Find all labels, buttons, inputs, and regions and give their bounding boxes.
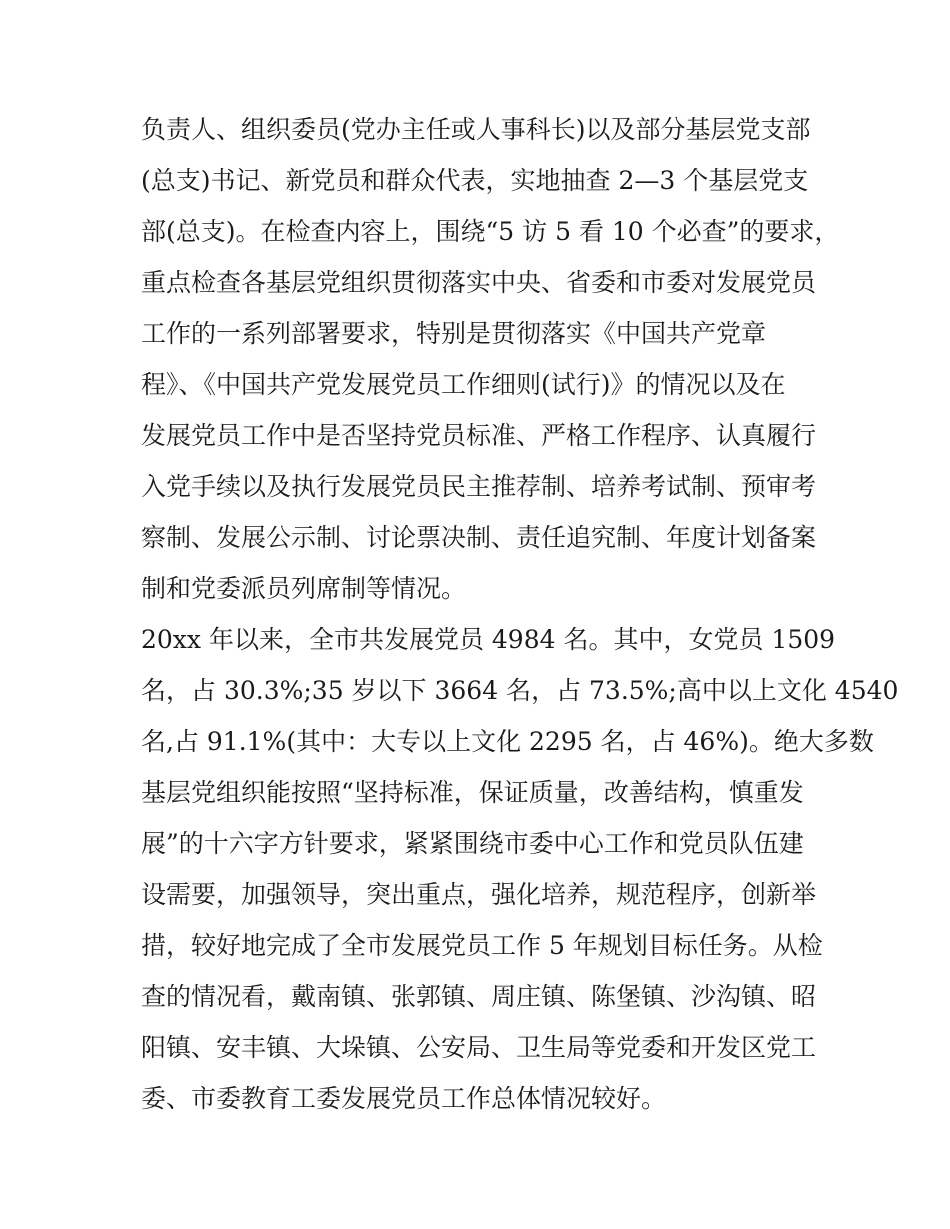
text-line: 委、市委教育工委发展党员工作总体情况较好。 xyxy=(141,1084,667,1113)
text-line: 程》、《中国共产党发展党员工作细则(试行)》的情况以及在 xyxy=(141,370,786,399)
text-line: 查的情况看，戴南镇、张郭镇、周庄镇、陈堡镇、沙沟镇、昭 xyxy=(141,982,817,1011)
text-line: 负责人、组织委员(党办主任或人事科长)以及部分基层党支部 xyxy=(141,115,811,144)
text-line: 察制、发展公示制、讨论票决制、责任追究制、年度计划备案 xyxy=(141,523,817,552)
text-line: 部(总支)。在检查内容上，围绕“5 访 5 看 10 个必查”的要求， xyxy=(141,217,840,246)
text-line: 入党手续以及执行发展党员民主推荐制、培养考试制、预审考 xyxy=(141,472,817,501)
text-line: 展”的十六字方针要求，紧紧围绕市委中心工作和党员队伍建 xyxy=(141,829,804,858)
text-line: 名，占 30.3%;35 岁以下 3664 名，占 73.5%;高中以上文化 4540 xyxy=(141,676,899,705)
text-line: 发展党员工作中是否坚持党员标准、严格工作程序、认真履行 xyxy=(141,421,817,450)
text-line: 工作的一系列部署要求，特别是贯彻落实《中国共产党章 xyxy=(141,319,767,348)
text-line: 名,占 91.1%(其中：大专以上文化 2295 名，占 46%)。绝大多数 xyxy=(141,727,874,756)
text-line: 措，较好地完成了全市发展党员工作 5 年规划目标任务。从检 xyxy=(141,931,823,960)
text-line: 20xx 年以来，全市共发展党员 4984 名。其中，女党员 1509 xyxy=(141,625,836,654)
text-line: 制和党委派员列席制等情况。 xyxy=(141,574,467,603)
text-line: 设需要，加强领导，突出重点，强化培养，规范程序，创新举 xyxy=(141,880,817,909)
text-line: (总支)书记、新党员和群众代表，实地抽查 2—3 个基层党支 xyxy=(141,166,809,195)
text-line: 重点检查各基层党组织贯彻落实中央、省委和市委对发展党员 xyxy=(141,268,817,297)
text-line: 基层党组织能按照“坚持标准，保证质量，改善结构，慎重发 xyxy=(141,778,804,807)
text-line: 阳镇、安丰镇、大垛镇、公安局、卫生局等党委和开发区党工 xyxy=(141,1033,817,1062)
